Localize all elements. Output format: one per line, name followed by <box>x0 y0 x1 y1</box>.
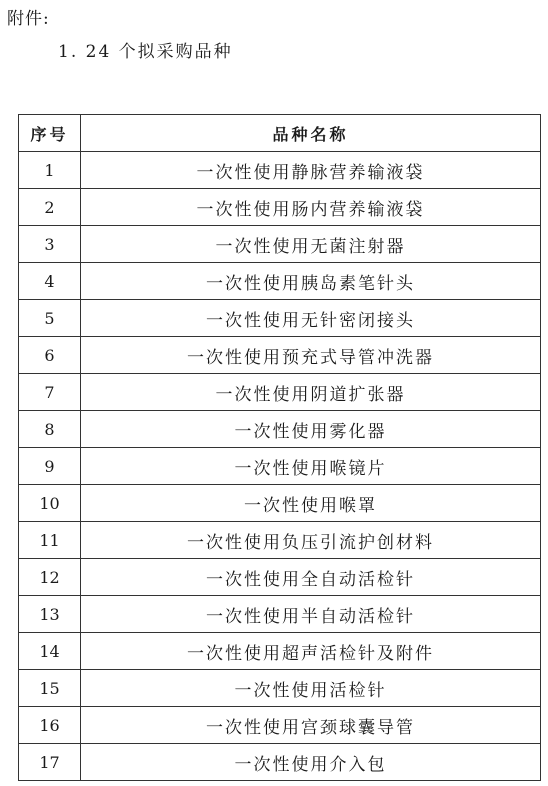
row-product-name: 一次性使用半自动活检针 <box>81 596 541 633</box>
table-row <box>19 411 541 448</box>
row-serial-number: 11 <box>19 522 81 559</box>
table-row <box>19 300 541 337</box>
row-product-name: 一次性使用胰岛素笔针头 <box>81 263 541 300</box>
row-serial-number: 2 <box>19 189 81 226</box>
row-serial-number: 15 <box>19 670 81 707</box>
table-row <box>19 670 541 707</box>
table-row <box>19 633 541 670</box>
row-serial-number: 12 <box>19 559 81 596</box>
table-row <box>19 374 541 411</box>
row-serial-number: 14 <box>19 633 81 670</box>
row-product-name: 一次性使用喉镜片 <box>81 448 541 485</box>
header-serial-number: 序号 <box>19 115 81 152</box>
row-product-name: 一次性使用肠内营养输液袋 <box>81 189 541 226</box>
table-row <box>19 596 541 633</box>
row-serial-number: 17 <box>19 744 81 781</box>
row-product-name: 一次性使用宫颈球囊导管 <box>81 707 541 744</box>
row-product-name: 一次性使用无针密闭接头 <box>81 300 541 337</box>
row-product-name: 一次性使用活检针 <box>81 670 541 707</box>
row-product-name: 一次性使用无菌注射器 <box>81 226 541 263</box>
table-row <box>19 522 541 559</box>
table-row <box>19 189 541 226</box>
row-product-name: 一次性使用预充式导管冲洗器 <box>81 337 541 374</box>
table-row <box>19 337 541 374</box>
row-serial-number: 16 <box>19 707 81 744</box>
procurement-table <box>18 114 541 781</box>
row-serial-number: 9 <box>19 448 81 485</box>
row-serial-number: 13 <box>19 596 81 633</box>
row-product-name: 一次性使用喉罩 <box>81 485 541 522</box>
table-header-row <box>19 115 541 152</box>
procurement-table-container <box>18 114 540 781</box>
row-serial-number: 3 <box>19 226 81 263</box>
table-row <box>19 559 541 596</box>
row-product-name: 一次性使用全自动活检针 <box>81 559 541 596</box>
table-row <box>19 744 541 781</box>
table-row <box>19 448 541 485</box>
row-serial-number: 7 <box>19 374 81 411</box>
table-row <box>19 152 541 189</box>
attachment-label: 附件: <box>7 9 50 29</box>
row-product-name: 一次性使用负压引流护创材料 <box>81 522 541 559</box>
row-serial-number: 8 <box>19 411 81 448</box>
row-serial-number: 4 <box>19 263 81 300</box>
row-serial-number: 5 <box>19 300 81 337</box>
row-product-name: 一次性使用静脉营养输液袋 <box>81 152 541 189</box>
table-row <box>19 485 541 522</box>
list-heading: 1. 24 个拟采购品种 <box>58 42 233 62</box>
table-row <box>19 263 541 300</box>
table-row <box>19 707 541 744</box>
row-product-name: 一次性使用阴道扩张器 <box>81 374 541 411</box>
row-product-name: 一次性使用介入包 <box>81 744 541 781</box>
row-product-name: 一次性使用超声活检针及附件 <box>81 633 541 670</box>
row-product-name: 一次性使用雾化器 <box>81 411 541 448</box>
row-serial-number: 1 <box>19 152 81 189</box>
header-product-name: 品种名称 <box>81 115 541 152</box>
table-row <box>19 226 541 263</box>
row-serial-number: 6 <box>19 337 81 374</box>
row-serial-number: 10 <box>19 485 81 522</box>
